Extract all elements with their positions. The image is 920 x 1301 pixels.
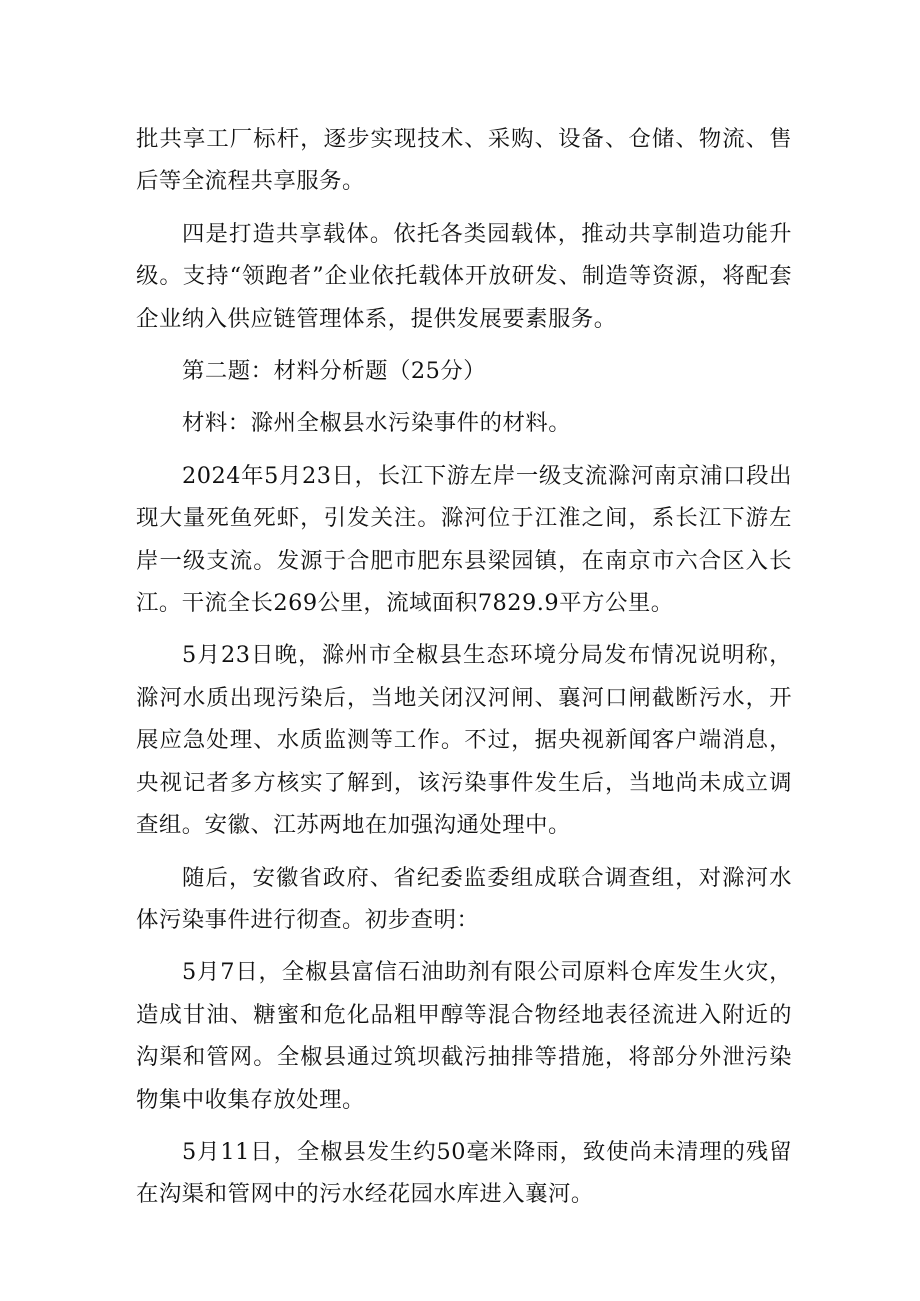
paragraph-warehouse-fire: 5月7日，全椒县富信石油助剂有限公司原料仓库发生火灾，造成甘油、糖蜜和危化品粗甲醇等混合物经地表径流进入附近的沟渠和管网。全椒县通过筑坝截污抽排等措施，将部分外泄污染物集中收集存放处理。 xyxy=(136,959,792,1113)
paragraph-event-overview: 2024年5月23日，长江下游左岸一级支流滁河南京浦口段出现大量死鱼死虾，引发关注。滁河位于江淮之间，系长江下游左岸一级支流。发源于合肥市肥东县梁园镇，在南京市六合区入长江。干流全长269公里，流域面积7829.9平方公里。 xyxy=(136,462,792,617)
material-intro: 材料：滁州全椒县水污染事件的材料。 xyxy=(182,410,572,437)
paragraph-shared-carrier: 四是打造共享载体。依托各类园载体，推动共享制造功能升级。支持“领跑者”企业依托载体开放研发、制造等资源，将配套企业纳入供应链管理体系，提供发展要素服务。 xyxy=(136,220,792,332)
paragraph-rainfall: 5月11日，全椒县发生约50毫米降雨，致使尚未清理的残留在沟渠和管网中的污水经花园水库进入襄河。 xyxy=(136,1138,792,1208)
paragraph-shared-factory-continuation: 批共享工厂标杆，逐步实现技术、采购、设备、仓储、物流、售后等全流程共享服务。 xyxy=(136,126,792,195)
paragraph-joint-investigation: 随后，安徽省政府、省纪委监委组成联合调查组，对滁河水体污染事件进行彻查。初步查明： xyxy=(136,864,792,933)
paragraph-bureau-statement: 5月23日晚，滁州市全椒县生态环境分局发布情况说明称，滁河水质出现污染后，当地关闭汉河闸、襄河口闸截断污水，开展应急处理、水质监测等工作。不过，据央视新闻客户端消息，央视记者多方核实了解到，该污染事件发生后，当地尚未成立调查组。安徽、江苏两地在加强沟通处理中。 xyxy=(136,642,792,839)
document-body xyxy=(136,118,792,1216)
question-two-heading: 第二题：材料分析题（25分） xyxy=(182,358,487,385)
